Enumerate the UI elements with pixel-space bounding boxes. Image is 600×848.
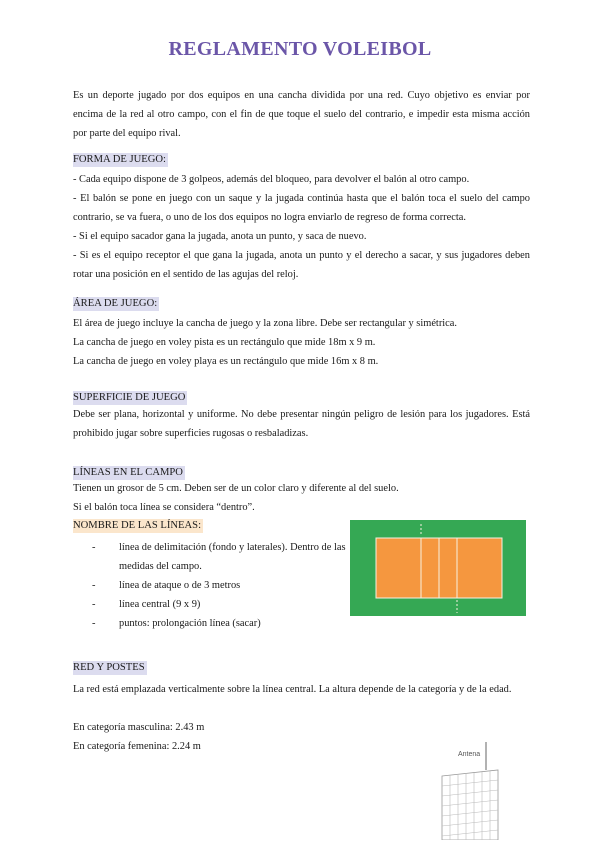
list-item: - línea de delimitación (fondo y laterales). Dentro de las medidas del campo. (92, 542, 346, 572)
red-line-1: En categoría masculina: 2.43 m (73, 722, 205, 733)
area-line-3: La cancha de juego en voley playa es un rectángulo que mide 16m x 8 m. (73, 356, 379, 367)
forma-item-2: - El balón se pone en juego con un saque y la jugada continúa hasta que el balón toca el suelo del campo contrario, se va fuera, o uno de los dos equipos no logra enviarlo de regreso de forma correcta. (73, 193, 530, 223)
section-heading-forma: FORMA DE JUEGO: (73, 154, 167, 165)
section-heading-nombres: NOMBRE DE LAS LÍNEAS: (73, 520, 202, 531)
list-item: - línea central (9 x 9) (92, 599, 201, 610)
document-title: REGLAMENTO VOLEIBOL (168, 38, 432, 60)
list-item: - línea de ataque o de 3 metros (92, 580, 241, 591)
forma-item-1: - Cada equipo dispone de 3 golpeos, además del bloqueo, para devolver el balón al otro campo. (73, 174, 470, 185)
section-heading-lineas: LÍNEAS EN EL CAMPO (73, 467, 183, 478)
nombres-list (92, 538, 352, 633)
red-line-2: En categoría femenina: 2.24 m (73, 741, 201, 752)
forma-item-3: - Si el equipo sacador gana la jugada, anota un punto, y saca de nuevo. (73, 231, 367, 242)
section-heading-red: RED Y POSTES (73, 662, 145, 673)
section-heading-superficie: SUPERFICIE DE JUEGO (73, 392, 186, 403)
section-heading-area: ÁREA DE JUEGO: (73, 298, 158, 309)
intro-paragraph: Es un deporte jugado por dos equipos en una cancha dividida por una red. Cuyo objetivo es enviar por encima de la red al otro campo, con el fin de que toque el suelo del contrario, e impedir esta misma acción por parte del equipo rival. (73, 90, 530, 139)
area-line-1: El área de juego incluye la cancha de juego y la zona libre. Debe ser rectangular y simétrica. (73, 318, 457, 329)
red-text: La red está emplazada verticalmente sobre la línea central. La altura depende de la categoría y de la edad. (73, 684, 512, 695)
court-diagram (350, 520, 526, 616)
net-mesh (442, 771, 498, 840)
superficie-text: Debe ser plana, horizontal y uniforme. No debe presentar ningún peligro de lesión para los jugadores. Está prohibido jugar sobre superficies rugosas o resbaladizas. (73, 409, 530, 439)
antenna-label: Antena (458, 751, 481, 758)
list-item: - puntos: prolongación línea (sacar) (92, 618, 261, 629)
forma-item-4: - Si es el equipo receptor el que gana la jugada, anota un punto y el derecho a sacar, y sus jugadores deben rotar una posición en el sentido de las agujas del reloj. (73, 250, 530, 280)
lineas-line-1: Tienen un grosor de 5 cm. Deben ser de un color claro y diferente al del suelo. (73, 483, 399, 494)
area-line-2: La cancha de juego en voley pista es un rectángulo que mide 18m x 9 m. (73, 337, 376, 348)
lineas-line-2: Si el balón toca línea se considera “dentro”. (73, 502, 255, 513)
net-figure (438, 740, 508, 840)
